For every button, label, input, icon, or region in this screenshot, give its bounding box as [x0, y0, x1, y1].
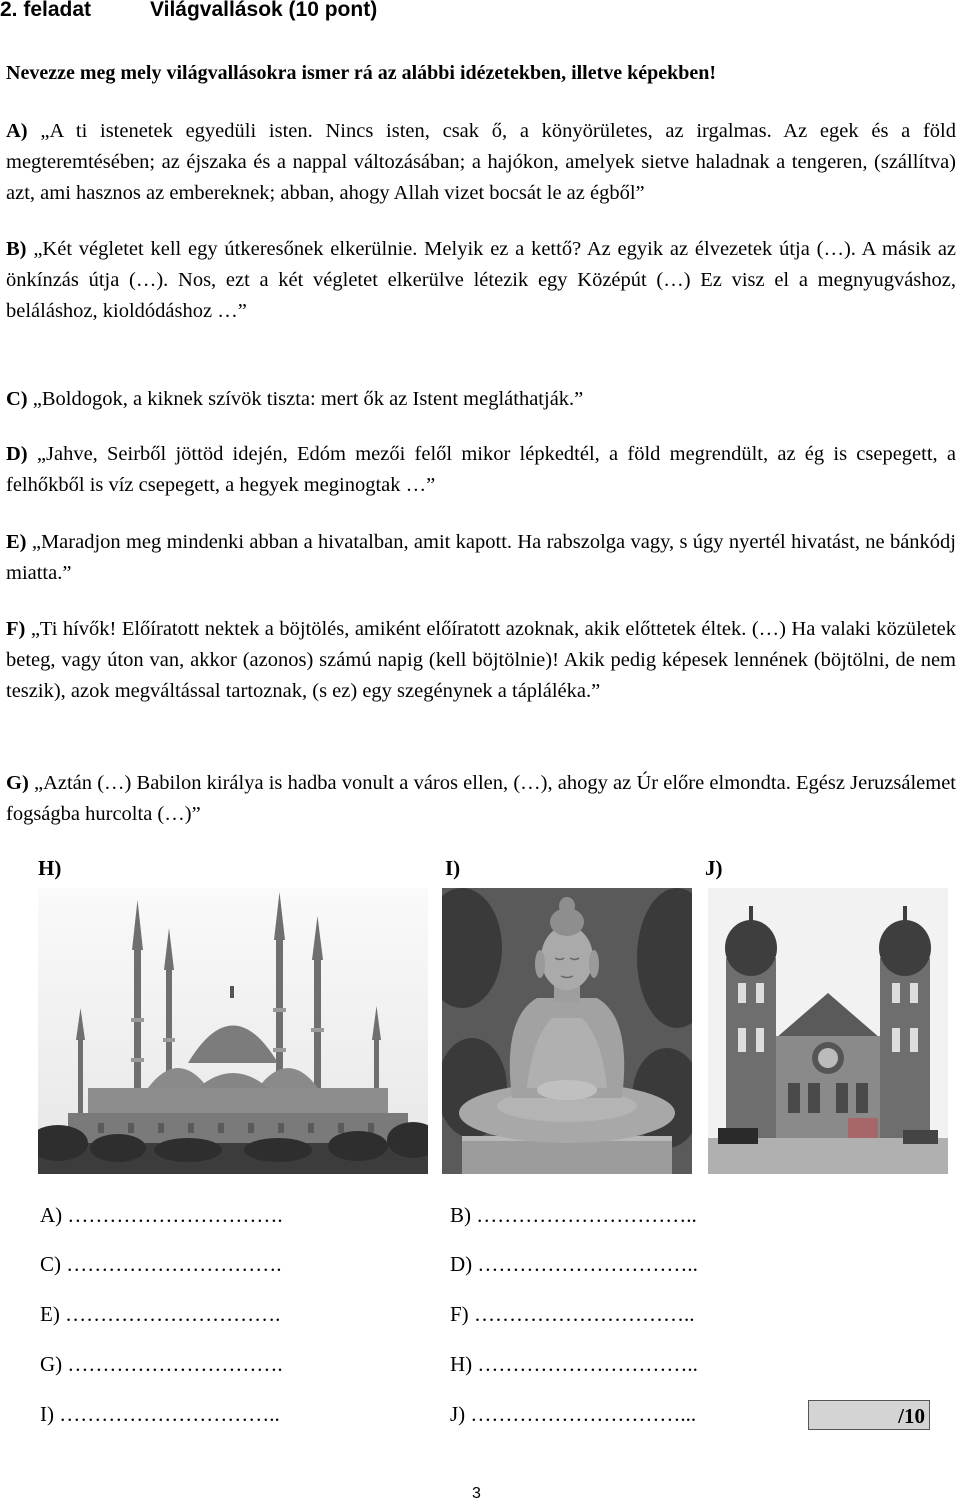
image-label-h: H) — [38, 856, 62, 880]
task-number: 2. feladat — [0, 0, 92, 21]
task-title: Világvallások (10 pont) — [150, 0, 378, 21]
image-label-i: I) — [445, 856, 461, 880]
question-e: E) „Maradjon meg mindenki abban a hivatalban, amit kapott. Ha rabszolga vagy, s úgy nyertél hivatást, ne bánkódj miatta.” — [6, 531, 957, 584]
answer-c[interactable]: C) …………………………. — [40, 1252, 282, 1276]
answer-e[interactable]: E) …………………………. — [40, 1302, 281, 1326]
page-number: 3 — [472, 1485, 481, 1502]
answer-j[interactable]: J) …………………………... — [450, 1402, 697, 1426]
mosque-photo — [38, 888, 428, 1174]
answer-d[interactable]: D) ………………………….. — [450, 1252, 698, 1276]
synagogue-photo — [708, 888, 948, 1174]
question-g: G) „Aztán (…) Babilon királya is hadba vonult a város ellen, (…), ahogy az Úr előre elmondta. Egész Jeruzsálemet fogságba hurcolta (…)” — [6, 772, 957, 825]
answer-f[interactable]: F) ………………………….. — [450, 1302, 695, 1326]
question-b: B) „Két végletet kell egy útkeresőnek elkerülnie. Melyik ez a kettő? Az egyik az élvezetek útja (…). A másik az önkínzás útja (…). Nos, ezt a két végletet elkerülve létezik egy Középút (…) Ez visz el a megnyugváshoz, beláláshoz, kioldódáshoz …” — [6, 238, 957, 322]
answer-h[interactable]: H) ………………………….. — [450, 1352, 698, 1376]
question-c: C) „Boldogok, a kiknek szívök tiszta: mert ők az Istent megláthatják.” — [6, 388, 584, 410]
image-label-j: J) — [705, 856, 723, 880]
task-heading — [0, 0, 377, 22]
answer-i[interactable]: I) ………………………….. — [40, 1402, 280, 1426]
question-d: D) „Jahve, Seirből jöttöd idején, Edóm mezői felől mikor lépkedtél, a föld megrendült, az ég is csepegett, a felhőkből is víz csepegett, a hegyek meginogtak …” — [6, 443, 957, 496]
answer-g[interactable]: G) …………………………. — [40, 1352, 283, 1376]
score-box: /10 — [808, 1400, 930, 1430]
buddha-statue-photo — [442, 888, 692, 1174]
answer-a[interactable]: A) …………………………. — [40, 1203, 283, 1227]
instruction: Nevezze meg mely világvallásokra ismer rá az alábbi idézetekben, illetve képekben! — [6, 62, 717, 84]
answer-b[interactable]: B) ………………………….. — [450, 1203, 697, 1227]
question-a: A) „A ti istenetek egyedüli isten. Nincs isten, csak ő, a könyörületes, az irgalmas. Az egek és a föld megteremtésében; az éjszaka és a nappal változásában; a hajókon, amelyek sietve haladnak a tengeren, (szállítva) azt, ami hasznos az embereknek; abban, ahogy Allah vizet bocsát le az égből” — [6, 120, 956, 204]
question-f: F) „Ti hívők! Előíratott nektek a böjtölés, amiként előíratott azoknak, akik előttetek éltek. (…) Ha valaki közületek beteg, vagy úton van, akkor (azonos) számú napig (kell böjtölnie)! Akik pedig képesek lennének (böjtölni, de nem teszik), azok megváltással tartoznak, (s ez) egy szegénynek a tápláléka.” — [6, 618, 957, 702]
